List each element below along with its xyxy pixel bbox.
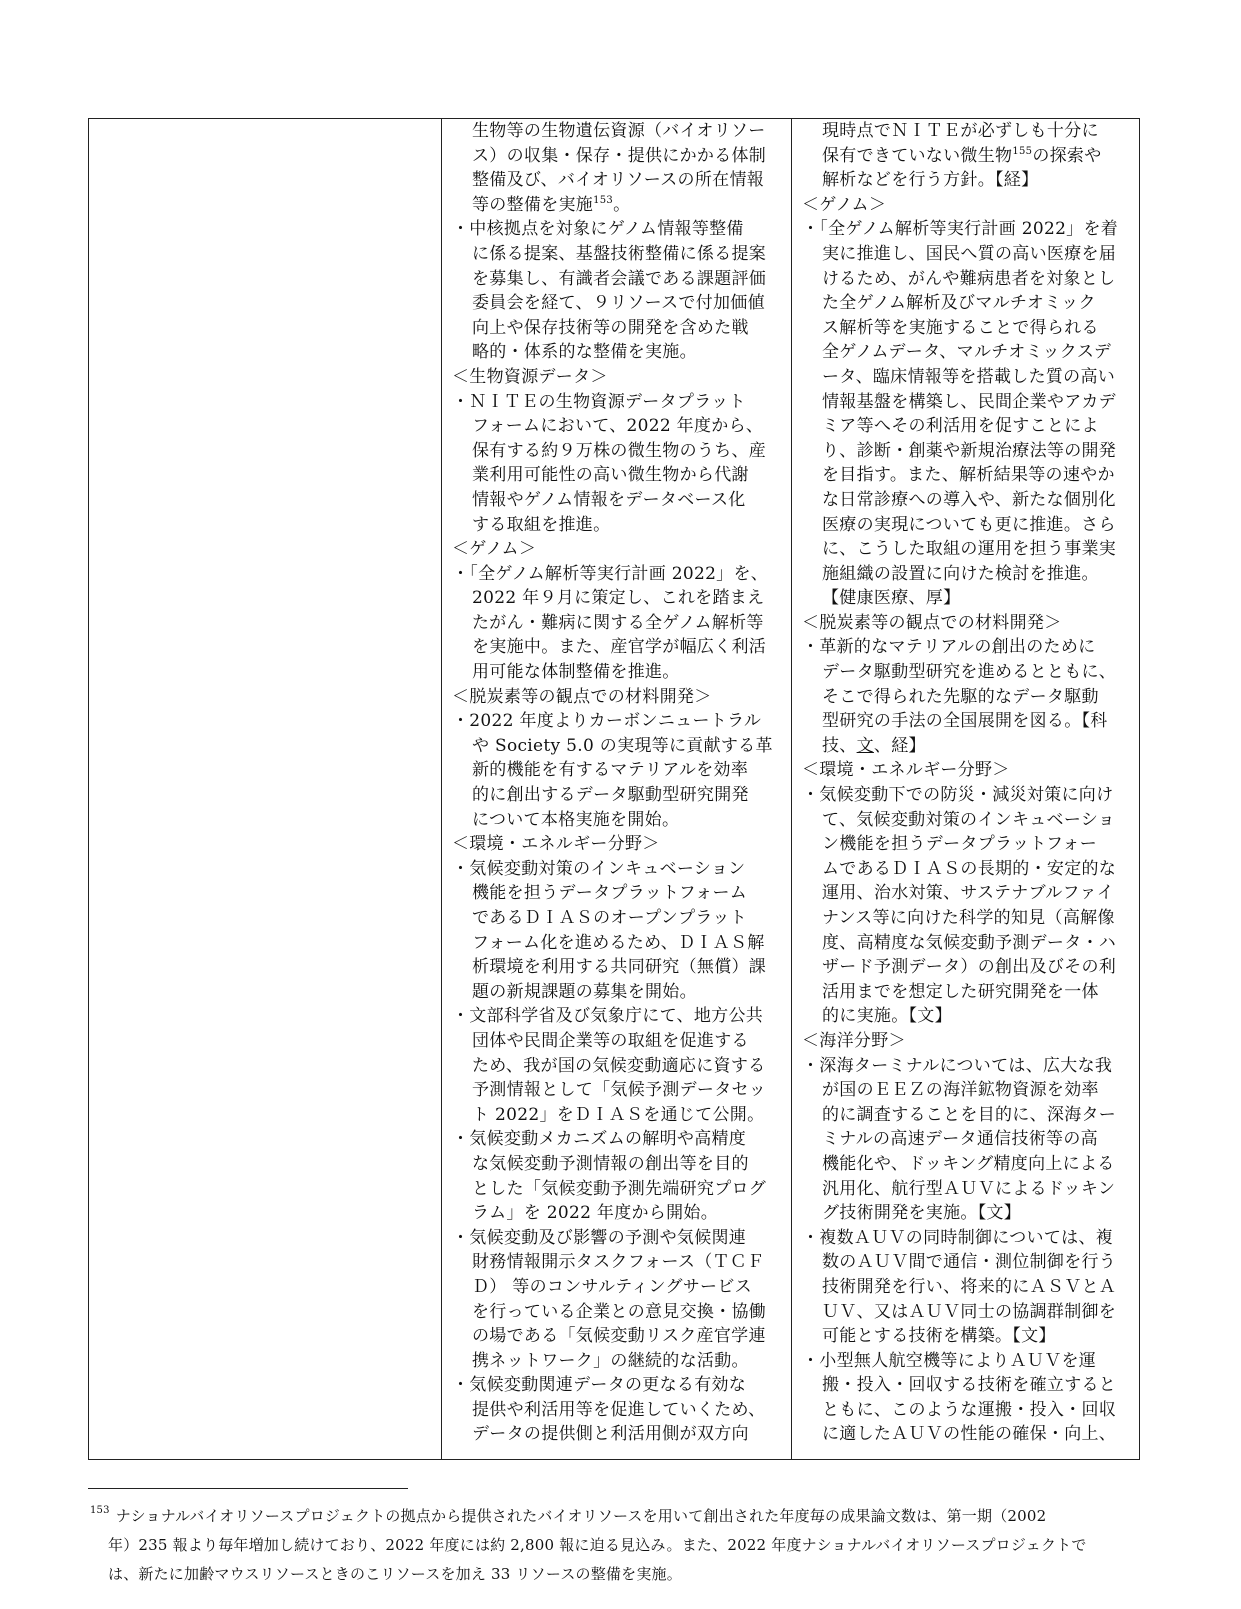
line-text: 整備及び、バイオリソースの所在情報 <box>472 170 765 191</box>
footnote-text: は、新たに加齢マウスリソースときのこリソースを加え 33 リソースの整備を実施。 <box>108 1565 682 1583</box>
line-text: 新的機能を有するマテリアルを効率 <box>472 760 749 781</box>
text-line <box>802 217 1135 242</box>
line-text: ・「全ゲノム解析等実行計画 2022」を、 <box>452 563 769 584</box>
line-text: に、こうした取組の運用を担う事業実 <box>822 539 1117 560</box>
footnote-line <box>90 1560 1140 1589</box>
line-text: 【健康医療、厚】 <box>822 588 961 609</box>
line-text: な気候変動予測情報の創出等を目的 <box>472 1153 749 1174</box>
line-text: 向上や保存技術等の開発を含めた戦 <box>472 317 749 338</box>
line-text: 現時点でＮＩＴＥが必ずしも十分に <box>822 121 1099 141</box>
text-line <box>452 931 784 956</box>
line-text: 医療の実現についても更に推進。さら <box>822 514 1116 535</box>
footnote-number: 153 <box>90 1505 110 1516</box>
text-line <box>452 1250 784 1275</box>
text-line <box>802 1152 1135 1177</box>
line-text: 技術開発を行い、将来的にＡＳＶとＡ <box>822 1276 1117 1297</box>
text-line <box>802 635 1135 660</box>
text-line <box>802 1226 1135 1251</box>
footnote-separator <box>88 1488 408 1489</box>
text-line <box>452 1054 784 1079</box>
text-line <box>452 439 784 464</box>
line-text: に係る提案、基盤技術整備に係る提案 <box>472 243 767 264</box>
line-text: て、気候変動対策のインキュベーショ <box>822 809 1116 830</box>
text-line <box>802 119 1135 144</box>
line-text: 解析などを行う方針。【経】 <box>822 170 1039 191</box>
line-text: ・中核拠点を対象にゲノム情報等整備 <box>452 219 744 240</box>
text-line <box>452 193 784 218</box>
line-text: ＜ゲノム＞ <box>802 194 887 215</box>
text-line <box>452 144 784 169</box>
line-text: ス解析等を実施することで得られる <box>822 317 1099 338</box>
text-line <box>452 119 784 144</box>
line-text: する取組を推進。 <box>472 514 611 535</box>
text-line <box>452 1029 784 1054</box>
line-text: ムであるＤＩＡＳの長期的・安定的な <box>822 858 1117 879</box>
text-line <box>452 267 784 292</box>
text-line <box>452 1127 784 1152</box>
text-line <box>802 537 1135 562</box>
text-line <box>452 906 784 931</box>
text-line <box>452 881 784 906</box>
text-line <box>802 832 1135 857</box>
text-line <box>452 1004 784 1029</box>
line-text: ザード予測データ）の創出及びその利 <box>822 957 1117 978</box>
text-line <box>452 1324 784 1349</box>
line-text: ＜環境・エネルギー分野＞ <box>452 834 660 855</box>
text-line <box>802 463 1135 488</box>
line-text: り、診断・創薬や新規治療法等の開発 <box>822 440 1117 461</box>
footnote-reference: 153 <box>593 194 614 206</box>
text-line <box>452 1177 784 1202</box>
line-text: であるＤＩＡＳのオープンプラット <box>472 908 747 928</box>
line-text: 度、高精度な気候変動予測データ・ハ <box>822 932 1117 953</box>
text-line <box>802 1398 1135 1423</box>
line-text: 生物等の生物遺伝資源（バイオリソー <box>472 121 766 141</box>
text-line <box>802 439 1135 464</box>
line-text: ト 2022」をＤＩＡＳを通じて公開。 <box>472 1104 765 1125</box>
text-line <box>452 1373 784 1398</box>
line-text: 汎用化、航行型ＡＵＶによるドッキン <box>822 1178 1116 1199</box>
text-line <box>802 414 1135 439</box>
text-line <box>802 242 1135 267</box>
footnote-text: ナショナルバイオリソースプロジェクトの拠点から提供されたバイオリソースを用いて創出された年度毎の成果論文数は、第一期（2002 <box>115 1507 1047 1525</box>
line-text: 全ゲノムデータ、マルチオミックスデ <box>822 342 1112 363</box>
text-line <box>452 537 784 562</box>
text-line <box>802 734 1135 759</box>
text-line <box>802 709 1135 734</box>
line-text: 施組織の設置に向けた検討を推進。 <box>822 563 1099 584</box>
text-line <box>802 660 1135 685</box>
line-text-tail: の探索や <box>1032 145 1102 166</box>
future-plan-column <box>802 119 1135 1447</box>
text-line <box>802 1127 1135 1152</box>
line-text: 用可能な体制整備を推進。 <box>472 662 680 683</box>
line-text: な日常診療への導入や、新たな個別化 <box>822 489 1116 510</box>
text-line <box>802 562 1135 587</box>
text-line <box>802 316 1135 341</box>
line-text: 的に調査することを目的に、深海ター <box>822 1104 1117 1125</box>
line-text: 略的・体系的な整備を実施。 <box>472 342 697 363</box>
text-line <box>802 1078 1135 1103</box>
text-line <box>452 365 784 390</box>
line-text: ともに、このような運搬・投入・回収 <box>822 1399 1117 1420</box>
line-text: 活用までを想定した研究開発を一体 <box>822 981 1099 1002</box>
text-line <box>452 1300 784 1325</box>
line-text: ・2022 年度よりカーボンニュートラル <box>452 711 762 732</box>
text-line <box>452 1398 784 1423</box>
text-line <box>802 267 1135 292</box>
text-line <box>452 758 784 783</box>
line-text: 型研究の手法の全国展開を図る。【科 <box>822 711 1108 732</box>
text-line <box>452 390 784 415</box>
line-text: について本格実施を開始。 <box>472 809 680 830</box>
line-text-tail: 、経】 <box>873 735 926 756</box>
text-line <box>452 168 784 193</box>
line-text: 的に創出するデータ駆動型研究開発 <box>472 785 749 806</box>
text-line <box>452 611 784 636</box>
line-text: ・気候変動下での防災・減災対策に向け <box>802 785 1114 806</box>
text-line <box>802 193 1135 218</box>
text-line <box>802 291 1135 316</box>
line-text: ＜生物資源データ＞ <box>452 366 608 387</box>
text-line <box>452 513 784 538</box>
line-text: ・「全ゲノム解析等実行計画 2022」を着 <box>802 219 1119 240</box>
line-text-tail: 。 <box>613 194 631 215</box>
text-line <box>802 783 1135 808</box>
line-text: ・文部科学省及び気象庁にて、地方公共 <box>452 1006 764 1027</box>
line-text: 的に実施。【文】 <box>822 1006 952 1027</box>
text-line <box>802 685 1135 710</box>
text-line <box>452 217 784 242</box>
line-text: データ駆動型研究を進めるとともに、 <box>822 662 1117 683</box>
text-line <box>802 168 1135 193</box>
line-text: 提供や利活用等を促進していくため、 <box>472 1399 766 1420</box>
text-line <box>802 758 1135 783</box>
text-line <box>802 931 1135 956</box>
text-line <box>802 808 1135 833</box>
text-line <box>452 242 784 267</box>
line-text: 情報基盤を構築し、民間企業やアカデ <box>822 391 1116 412</box>
line-text: を実施中。また、産官学が幅広く利活 <box>472 637 767 658</box>
line-text: に適したＡＵＶの性能の確保・向上、 <box>822 1424 1117 1445</box>
line-text: 2022 年９月に策定し、これを踏まえ <box>472 588 765 609</box>
column-divider <box>441 119 442 1459</box>
text-line <box>802 1004 1135 1029</box>
line-text: 可能とする技術を構築。【文】 <box>822 1326 1056 1347</box>
text-line <box>452 734 784 759</box>
text-line <box>802 611 1135 636</box>
text-line <box>802 1422 1135 1447</box>
text-line <box>452 1201 784 1226</box>
line-text: フォーム化を進めるため、ＤＩＡＳ解 <box>472 932 765 953</box>
line-text: 題の新規課題の募集を開始。 <box>472 981 697 1002</box>
line-text: データの提供側と利活用側が双方向 <box>472 1424 749 1445</box>
line-text: ・気候変動対策のインキュベーション <box>452 858 746 879</box>
line-text: を行っている企業との意見交換・協働 <box>472 1301 767 1322</box>
text-line <box>802 488 1135 513</box>
text-line <box>452 685 784 710</box>
line-text: が国のＥＥＺの海洋鉱物資源を効率 <box>822 1080 1099 1101</box>
line-text: 運用、治水対策、サステナブルファイ <box>822 883 1115 904</box>
line-text: ＵＶ、又はＡＵＶ同士の協調群制御を <box>822 1301 1117 1322</box>
text-line <box>802 340 1135 365</box>
text-line <box>802 1054 1135 1079</box>
line-text: たがん・難病に関する全ゲノム解析等 <box>472 612 764 633</box>
text-line <box>452 291 784 316</box>
text-line <box>452 488 784 513</box>
line-text: ン機能を担うデータプラットフォー <box>822 834 1098 855</box>
line-text: た全ゲノム解析及びマルチオミック <box>822 293 1096 314</box>
text-line <box>452 635 784 660</box>
text-line <box>452 414 784 439</box>
line-text: を募集し、有識者会議である課題評価 <box>472 268 767 289</box>
text-line <box>802 1250 1135 1275</box>
line-text: ・複数ＡＵＶの同時制御については、複 <box>802 1227 1114 1248</box>
text-line <box>802 1373 1135 1398</box>
line-text: ・気候変動関連データの更なる有効な <box>452 1375 747 1396</box>
line-text: ＜ゲノム＞ <box>452 539 537 560</box>
line-text: ・小型無人航空機等によりＡＵＶを運 <box>802 1350 1097 1371</box>
line-text: フォームにおいて、2022 年度から、 <box>472 416 764 437</box>
text-line <box>802 1177 1135 1202</box>
text-line <box>802 1300 1135 1325</box>
text-line <box>452 1275 784 1300</box>
column-divider <box>791 119 792 1459</box>
text-line <box>802 1029 1135 1054</box>
line-text: 携ネットワーク」の継続的な活動。 <box>472 1350 749 1371</box>
text-line <box>802 390 1135 415</box>
current-status-column <box>452 119 784 1447</box>
text-line <box>452 660 784 685</box>
line-text: ・気候変動及び影響の予測や気候関連 <box>452 1227 747 1248</box>
text-line <box>802 906 1135 931</box>
line-text: 業利用可能性の高い微生物から代謝 <box>472 465 749 486</box>
line-text: 数のＡＵＶ間で通信・測位制御を行う <box>822 1252 1117 1273</box>
line-text: 団体や民間企業等の取組を促進する <box>472 1030 749 1051</box>
line-text: とした「気候変動予測先端研究プログ <box>472 1178 767 1199</box>
text-line <box>802 980 1135 1005</box>
line-text: 予測情報として「気候予測データセッ <box>472 1080 767 1101</box>
text-line <box>802 1324 1135 1349</box>
text-line <box>452 1422 784 1447</box>
footnote <box>90 1502 1140 1589</box>
line-text: 搬・投入・回収する技術を確立すると <box>822 1375 1117 1396</box>
line-text: ＜脱炭素等の観点での材料開発＞ <box>802 612 1062 633</box>
line-text: 機能を担うデータプラットフォーム <box>472 883 748 904</box>
text-line <box>452 955 784 980</box>
text-line <box>452 1226 784 1251</box>
text-line <box>802 857 1135 882</box>
text-line <box>452 1349 784 1374</box>
line-text: ＜環境・エネルギー分野＞ <box>802 760 1010 781</box>
line-text: ナンス等に向けた科学的知見（高解像 <box>822 908 1115 928</box>
text-line <box>452 586 784 611</box>
text-line <box>802 955 1135 980</box>
line-text: ミア等へその利活用を促すことによ <box>822 416 1099 437</box>
text-line <box>802 586 1135 611</box>
text-line <box>452 562 784 587</box>
content-table <box>88 118 1140 1460</box>
line-text: ータ、臨床情報等を搭載した質の高い <box>822 366 1116 387</box>
line-text: ラム」を 2022 年度から開始。 <box>472 1203 719 1224</box>
line-text: 保有できていない微生物 <box>822 145 1013 166</box>
line-text: 等の整備を実施 <box>472 194 594 215</box>
text-line <box>452 808 784 833</box>
text-line <box>452 832 784 857</box>
footnote-line <box>90 1502 1140 1531</box>
text-line <box>802 513 1135 538</box>
text-line <box>802 1275 1135 1300</box>
text-line <box>452 709 784 734</box>
line-text: けるため、がんや難病患者を対象とし <box>822 268 1116 289</box>
text-line <box>802 1349 1135 1374</box>
line-text: 機能化や、ドッキング精度向上による <box>822 1153 1115 1174</box>
line-text: ・気候変動メカニズムの解明や高精度 <box>452 1129 747 1150</box>
text-line <box>802 365 1135 390</box>
text-line <box>452 1103 784 1128</box>
line-text: 技、 <box>822 735 857 756</box>
text-line <box>452 1078 784 1103</box>
line-text: ・ＮＩＴＥの生物資源データプラット <box>452 391 746 412</box>
line-text: ＜脱炭素等の観点での材料開発＞ <box>452 686 712 707</box>
line-text: や Society 5.0 の実現等に貢献する革 <box>472 735 773 756</box>
line-text: を目指す。また、解析結果等の速やか <box>822 465 1115 486</box>
line-text: ミナルの高速データ通信技術等の高 <box>822 1129 1098 1150</box>
text-line <box>802 144 1135 169</box>
line-text: ＜海洋分野＞ <box>802 1030 906 1051</box>
text-line <box>452 783 784 808</box>
text-line <box>802 1103 1135 1128</box>
text-line <box>452 340 784 365</box>
text-line <box>452 980 784 1005</box>
line-text: 保有する約９万株の微生物のうち、産 <box>472 440 767 461</box>
footnote-line <box>90 1531 1140 1560</box>
line-text: グ技術開発を実施。【文】 <box>822 1203 1022 1224</box>
line-text: Ｄ） 等のコンサルティングサービス <box>472 1276 752 1297</box>
text-line <box>452 1152 784 1177</box>
text-line <box>802 881 1135 906</box>
text-line <box>452 857 784 882</box>
line-text: ・革新的なマテリアルの創出のために <box>802 637 1096 658</box>
line-text: 財務情報開示タスクフォース（ＴＣＦ <box>472 1252 765 1273</box>
line-text: 委員会を経て、９リソースで付加価値 <box>472 293 765 314</box>
text-line <box>802 1201 1135 1226</box>
footnote-text: 年）235 報より毎年増加し続けており、2022 年度には約 2,800 報に迫る見込み。また、2022 年度ナショナルバイオリソースプロジェクトで <box>108 1536 1087 1554</box>
line-text: 情報やゲノム情報をデータベース化 <box>472 489 746 510</box>
line-text: そこで得られた先駆的なデータ駆動 <box>822 686 1099 707</box>
footnote-reference: 155 <box>1012 145 1033 157</box>
line-text: ため、我が国の気候変動適応に資する <box>472 1055 766 1076</box>
line-text: 析環境を利用する共同研究（無償）課 <box>472 957 767 978</box>
text-line <box>452 316 784 341</box>
text-line <box>452 463 784 488</box>
line-text: ス）の収集・保存・提供にかかる体制 <box>472 145 767 166</box>
line-text: 実に推進し、国民へ質の高い医療を届 <box>822 243 1117 264</box>
line-text: ・深海ターミナルについては、広大な我 <box>802 1055 1113 1076</box>
line-text: の場である「気候変動リスク産官学連 <box>472 1326 766 1347</box>
underlined-text: 文 <box>856 735 874 756</box>
